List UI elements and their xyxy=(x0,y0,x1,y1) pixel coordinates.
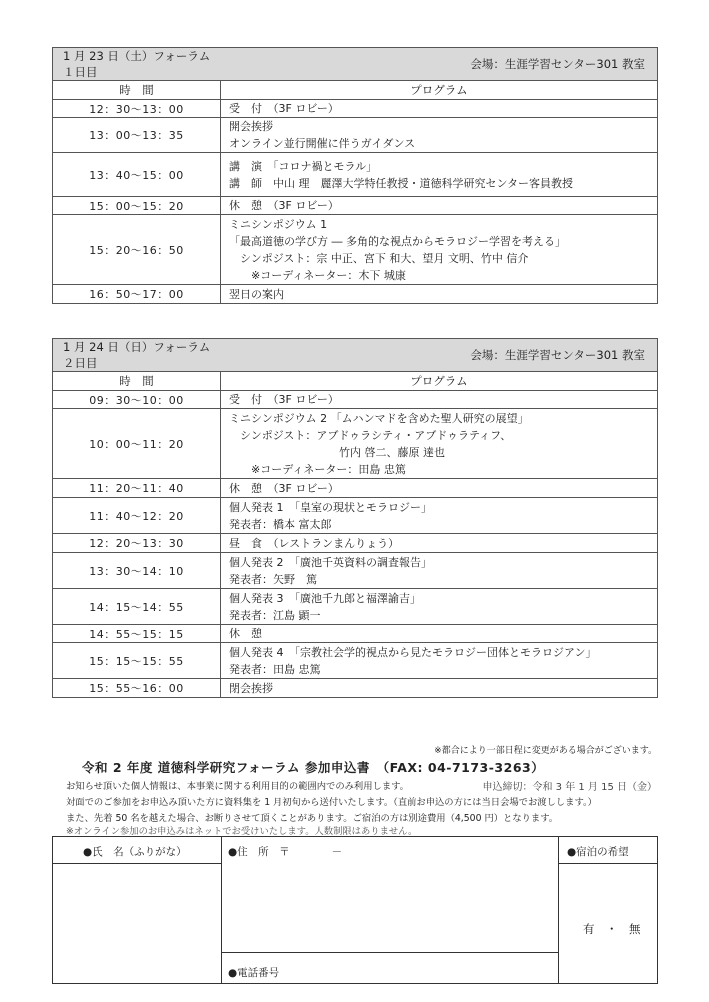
program-line: ※コーディネーター：木下 城康 xyxy=(229,268,406,282)
lodging-field[interactable] xyxy=(558,836,658,984)
schedule-time: 15：20〜16：50 xyxy=(53,215,221,285)
schedule-time: 10：00〜11：20 xyxy=(53,409,221,479)
schedule-row xyxy=(53,534,658,553)
schedule-row xyxy=(53,498,658,534)
program-line: 個人発表 3 「廣池千九郎と福澤諭吉」 xyxy=(229,591,421,605)
schedule-program xyxy=(221,285,658,304)
program-line: 竹内 啓二、藤原 達也 xyxy=(229,445,445,459)
program-line: 翌日の案内 xyxy=(229,287,284,301)
name-divider xyxy=(52,863,222,864)
schedule-program xyxy=(221,643,658,679)
phone-label: ●電話番号 xyxy=(228,967,280,979)
program-line: 発表者：江島 顕一 xyxy=(229,608,321,622)
form-title: 令和 2 年度 道徳科学研究フォーラム 参加申込書 （FAX: 04-7173-3263） xyxy=(82,760,545,775)
schedule-row xyxy=(53,643,658,679)
schedule-row xyxy=(53,409,658,479)
schedule-program xyxy=(221,498,658,534)
schedule-program xyxy=(221,391,658,409)
program-line: シンポジスト：宗 中正、宮下 和大、望月 文明、竹中 信介 xyxy=(229,251,529,265)
schedule-time: 16：50〜17：00 xyxy=(53,285,221,304)
name-field[interactable] xyxy=(52,836,222,984)
program-line: 個人発表 2 「廣池千英資料の調査報告」 xyxy=(229,555,432,569)
form-info-line: また、先着 50 名を越えた場合、お断りさせて頂くことがあります。ご宿泊の方は別途費用（4,500 円）となります。 xyxy=(66,813,559,824)
program-line: シンポジスト：アブドゥラシティ・アブドゥラティフ、 xyxy=(229,428,512,442)
program-line: 「最高道徳の学び方 ― 多角的な視点からモラロジー学習を考える」 xyxy=(229,234,566,248)
schedule-program xyxy=(221,100,658,118)
program-line: 休 憩 xyxy=(229,627,262,640)
program-line: 開会挨拶 xyxy=(229,120,273,133)
day1-venue: 会場：生涯学習センター301 教室 xyxy=(221,48,658,81)
program-line: 個人発表 4 「宗教社会学的視点から見たモラロジー団体とモラロジアン」 xyxy=(229,645,597,659)
day2-title: 1 月 24 日（日）フォーラム２日目 xyxy=(53,339,221,372)
schedule-row xyxy=(53,100,658,118)
day1-column-header xyxy=(53,81,658,100)
program-line: 受 付 （3F ロビー） xyxy=(229,102,339,115)
program-line: 昼 食 （レストランまんりょう） xyxy=(229,536,400,550)
schedule-program xyxy=(221,553,658,589)
day2-col-time: 時 間 xyxy=(53,372,221,391)
form-info-note: ※オンライン参加のお申込みはネットでお受けいたします。人数制限はありません。 xyxy=(66,826,418,837)
program-line: 講 師 中山 理 麗澤大学特任教授・道徳科学研究センター客員教授 xyxy=(229,176,574,190)
program-line: 発表者：橋本 富太郎 xyxy=(229,517,332,531)
schedule-row xyxy=(53,153,658,197)
schedule-program xyxy=(221,197,658,215)
application-form xyxy=(52,836,658,984)
program-line: 閉会挨拶 xyxy=(229,681,273,695)
form-info-line: 対面でのご参加をお申込み頂いた方に資料集を 1 月初旬から送付いたします。（直前お申込の方には当日会場でお渡しします。） xyxy=(66,797,597,808)
schedule-row xyxy=(53,285,658,304)
day2-col-program: プログラム xyxy=(221,372,658,391)
schedule-time: 11：40〜12：20 xyxy=(53,498,221,534)
schedule-row xyxy=(53,679,658,698)
schedule-row xyxy=(53,553,658,589)
schedule-time: 15：55〜16：00 xyxy=(53,679,221,698)
schedule-program xyxy=(221,479,658,498)
lodging-options[interactable]: 有 ・ 無 xyxy=(583,922,641,936)
schedule-time: 13：30〜14：10 xyxy=(53,553,221,589)
schedule-time: 14：55〜15：15 xyxy=(53,625,221,643)
schedule-time: 15：00〜15：20 xyxy=(53,197,221,215)
schedule-time: 11：20〜11：40 xyxy=(53,479,221,498)
schedule-row xyxy=(53,215,658,285)
schedule-program xyxy=(221,625,658,643)
lodging-divider xyxy=(558,863,658,864)
day1-col-program: プログラム xyxy=(221,81,658,100)
schedule-program xyxy=(221,534,658,553)
schedule-program xyxy=(221,215,658,285)
schedule-change-note: ※都合により一部日程に変更がある場合がございます。 xyxy=(434,746,657,756)
program-line: ミニシンポジウム 1 xyxy=(229,217,328,231)
day1-header-row xyxy=(53,48,658,81)
phone-field[interactable] xyxy=(221,952,559,984)
program-line: 発表者：矢野 篤 xyxy=(229,572,317,586)
day2-schedule-table xyxy=(52,338,658,698)
schedule-program xyxy=(221,118,658,153)
day1-col-time: 時 間 xyxy=(53,81,221,100)
program-line: オンライン並行開催に伴うガイダンス xyxy=(229,137,416,150)
schedule-row xyxy=(53,625,658,643)
program-line: 発表者：田島 忠篤 xyxy=(229,662,321,676)
schedule-time: 12：30〜13：00 xyxy=(53,100,221,118)
lodging-label: ●宿泊の希望 xyxy=(567,846,629,858)
schedule-program xyxy=(221,409,658,479)
schedule-row xyxy=(53,479,658,498)
schedule-row xyxy=(53,391,658,409)
form-info-line: お知らせ頂いた個人情報は、本事業に関する利用目的の範囲内でのみ利用します。 xyxy=(66,781,409,792)
program-line: 休 憩 （3F ロビー） xyxy=(229,481,339,495)
schedule-row xyxy=(53,197,658,215)
schedule-time: 14：15〜14：55 xyxy=(53,589,221,625)
schedule-program xyxy=(221,679,658,698)
program-line: 個人発表 1 「皇室の現状とモラロジー」 xyxy=(229,500,432,514)
schedule-time: 12：20〜13：30 xyxy=(53,534,221,553)
address-label: ●住 所 〒 － xyxy=(228,846,343,858)
form-deadline: 申込締切：令和 3 年 1 月 15 日（金） xyxy=(482,782,657,793)
schedule-program xyxy=(221,153,658,197)
program-line: 受 付 （3F ロビー） xyxy=(229,393,339,406)
name-label: ●氏 名（ふりがな） xyxy=(83,846,187,858)
day2-venue: 会場：生涯学習センター301 教室 xyxy=(221,339,658,372)
program-line: 講 演 「コロナ禍とモラル」 xyxy=(229,159,378,173)
program-line: ミニシンポジウム 2 「ムハンマドを含めた聖人研究の展望」 xyxy=(229,411,529,425)
schedule-row xyxy=(53,589,658,625)
schedule-row xyxy=(53,118,658,153)
schedule-program xyxy=(221,589,658,625)
schedule-time: 15：15〜15：55 xyxy=(53,643,221,679)
program-line: ※コーディネーター：田島 忠篤 xyxy=(229,462,406,476)
schedule-time: 13：40〜15：00 xyxy=(53,153,221,197)
schedule-time: 13：00〜13：35 xyxy=(53,118,221,153)
day2-header-row xyxy=(53,339,658,372)
program-line: 休 憩 （3F ロビー） xyxy=(229,199,339,212)
day1-schedule-table xyxy=(52,47,658,304)
day1-title: 1 月 23 日（土）フォーラム１日目 xyxy=(53,48,221,81)
day2-column-header xyxy=(53,372,658,391)
schedule-time: 09：30〜10：00 xyxy=(53,391,221,409)
